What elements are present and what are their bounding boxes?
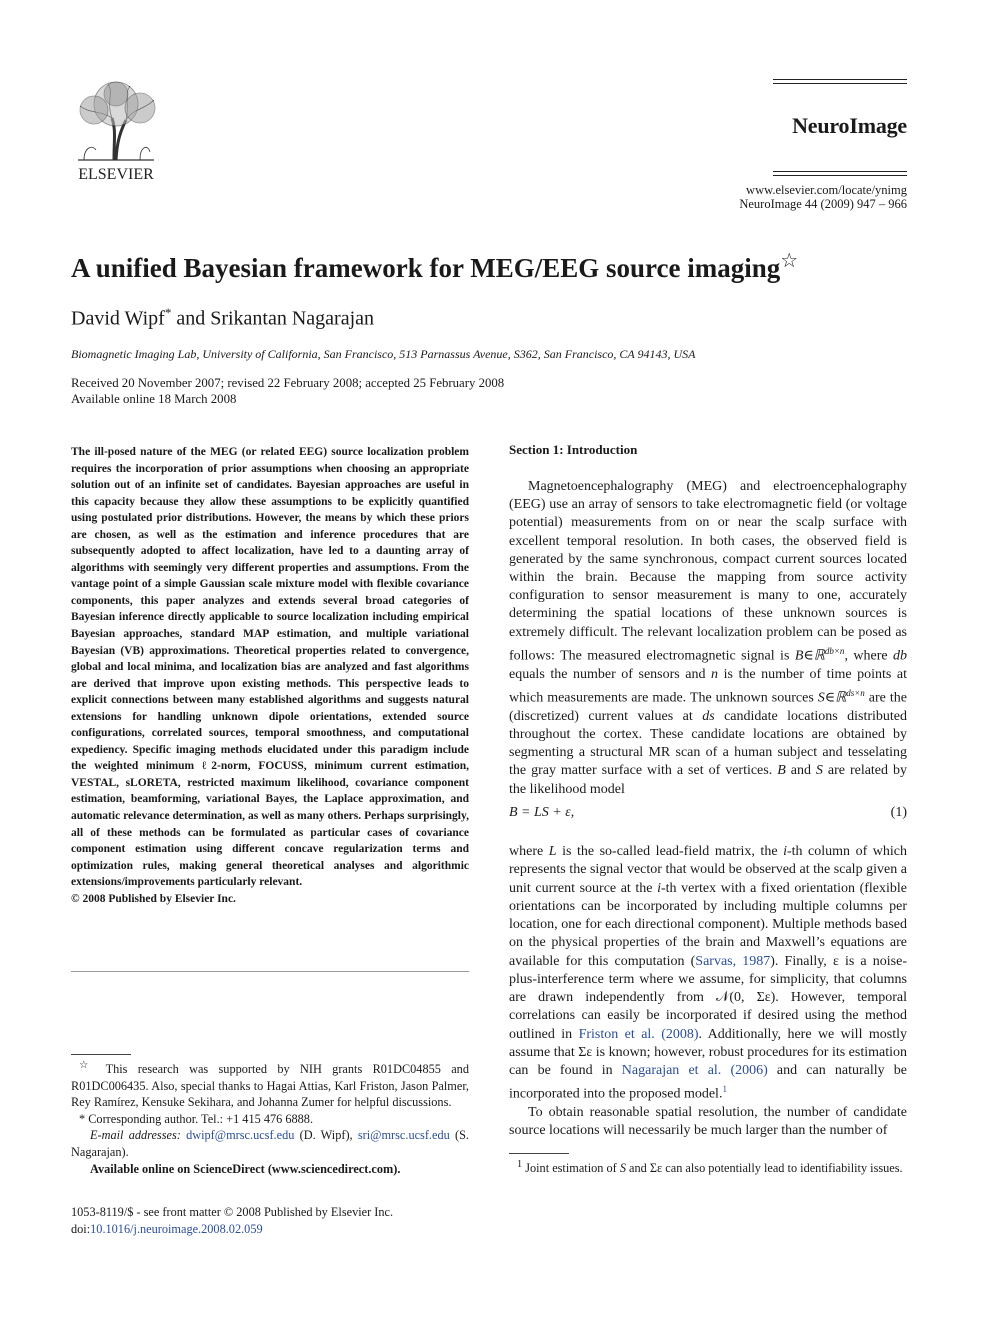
citation-link[interactable]: Nagarajan et al. (2006) <box>621 1063 768 1078</box>
footnote-mark: 1 <box>517 1159 523 1170</box>
author-list <box>71 305 374 331</box>
email-owner-nagarajan: (S. Nagarajan). <box>71 1128 470 1160</box>
equation-body: B = LS + ε, <box>509 805 575 820</box>
elsevier-tree-logo <box>70 80 162 182</box>
email-link-nagarajan[interactable]: sri@mrsc.ucsf.edu <box>357 1128 450 1143</box>
equation-1 <box>509 805 907 821</box>
available-online-date: Available online 18 March 2008 <box>71 392 237 406</box>
paragraph: where L is the so-called lead-field matrix, the i-th column of which represents the signal vector that would be observed at the scalp given a unit current source at the i-th vertex with a fixed orientation (flexible orientations can be incorporated by including multiple columns per location, one for each directional component). Multiple methods based on the physical properties of the brain and Maxwell’s equations are available for this computation (Sarvas, 1987). Finally, ε is a noise-plus-interference term where we assume, for simplicity, that columns are drawn independently from 𝒩(0, Σε). However, temporal correlations can easily be incorporated if desired using the method outlined in Friston et al. (2008). Additionally, here we will mostly assume that Σε is known; however, robust procedures for its estimation can be found in Nagarajan et al. (2006) and can naturally be incorporated into the proposed model.$^1$ <box>509 844 908 1102</box>
funding-text: This research was supported by NIH grants R01DC04855 and R01DC006435. Also, special thanks to Hagai Attias, Karl Friston, Jason Palmer, Rey Ramírez, Kensuke Sekihara, and Johanna Zumer for helpful discussions. <box>71 1062 469 1110</box>
received-dates: Received 20 November 2007; revised 22 February 2008; accepted 25 February 2008 <box>71 376 505 390</box>
footnote-ref[interactable]: 1 <box>722 1084 727 1095</box>
abstract-text: The ill-posed nature of the MEG (or related EEG) source localization problem requires the incorporation of prior assumptions when choosing an appropriate solution out of an infinite set of candidates. Bayesian approaches are useful in this capacity because they allow these assumptions to be explicitly quantified using postulated prior distributions. However, the means by which these priors are chosen, as well as the estimation and inference procedures that are subsequently adopted to affect localization, have led to a daunting array of algorithms with seemingly very different properties and assumptions. From the vantage point of a simple Gaussian scale mixture model with flexible covariance components, this paper analyzes and extends several broad categories of Bayesian inference directly applicable to source localization including empirical Bayesian approaches, standard MAP estimation, and multiple variational Bayesian (VB) approximations. Theoretical properties related to convergence, global and local minima, and localization bias are analyzed and fast algorithms are derived that improve upon existing methods. This perspective leads to explicit connections between many established algorithms and suggests natural extensions for handling unknown dipole orientations, extended source configurations, correlated sources, temporal smoothness, and computational expediency. Specific imaging methods elucidated under this paradigm include the weighted minimum ℓ2-norm, FOCUSS, minimum current estimation, VESTAL, sLORETA, restricted maximum likelihood, covariance component estimation, beamforming, variational Bayes, the Laplace approximation, and automatic relevance determination, as well as many others. Perhaps surprisingly, all of these methods can be formulated as particular cases of covariance component estimation using different concave regularization terms and optimization rules, making general theoretical analyses and algorithmic extensions/improvements particularly relevant. <box>71 446 469 889</box>
header-rule-bottom <box>773 171 907 176</box>
footnote-divider <box>509 1153 569 1154</box>
doi-label: doi: <box>71 1222 91 1236</box>
affiliation: Biomagnetic Imaging Lab, University of California, San Francisco, 513 Parnassus Avenue, S362, San Francisco, CA 94143, USA <box>71 347 696 361</box>
footnote-1: $^1$ Joint estimation of S and Σε can also potentially lead to identifiability issues. <box>517 1159 903 1176</box>
journal-citation: NeuroImage 44 (2009) 947 – 966 <box>739 197 907 211</box>
sciencedirect-note: Available online on ScienceDirect (www.sciencedirect.com). <box>90 1161 401 1176</box>
doi-line <box>71 1221 393 1238</box>
paragraph: Magnetoencephalography (MEG) and electroencephalography (EEG) use an array of sensors to take electromagnetic field (or voltage potential) measurements from on or near the scalp surface with excellent temporal resolution. In both cases, the observed field is generated by the same synchronous, compact current sources located within the brain. Because the mapping from source activity configuration to sensor measurement is many to one, accurately determining the spatial locations of these unknown sources is extremely difficult. The relevant localization problem can be posed as follows: The measured electromagnetic signal is B∈ℝ$^{db\times n}$, where db equals the number of sensors and n is the number of time points at which measurements are made. The unknown sources S∈ℝ$^{ds\times n}$ are the (discretized) current values at ds candidate locations distributed throughout the cortex. These candidate locations are obtained by segmenting a structural MR scan of a human subject and tesselating the gray matter surface with a set of vertices. B and S are related by the likelihood model <box>509 479 908 797</box>
corresponding-mark[interactable]: * <box>164 305 172 320</box>
intro-paragraph-1 <box>509 478 907 799</box>
citation-link[interactable]: Sarvas, 1987 <box>695 953 771 969</box>
abstract-divider <box>71 971 469 972</box>
corresponding-text: Corresponding author. Tel.: +1 415 476 6888. <box>88 1111 314 1126</box>
footnote-divider <box>71 1054 131 1055</box>
equation-number: (1) <box>890 805 907 820</box>
front-matter-info <box>71 1204 393 1238</box>
paragraph: To obtain reasonable spatial resolution, the number of candidate source locations will necessarily be much larger than the number of <box>509 1105 907 1139</box>
abstract <box>71 444 469 907</box>
author-name: David Wipf <box>71 307 165 330</box>
abstract-copyright: © 2008 Published by Elsevier Inc. <box>71 892 236 905</box>
corresponding-footnote <box>71 1111 469 1128</box>
citation-link[interactable]: Friston et al. (2008) <box>578 1026 699 1042</box>
author-name: Srikantan Nagarajan <box>210 307 375 330</box>
title-text: A unified Bayesian framework for MEG/EEG source imaging <box>71 253 781 283</box>
dates <box>71 375 504 407</box>
svg-text:ELSEVIER: ELSEVIER <box>78 166 154 182</box>
article-title <box>71 248 931 284</box>
journal-url[interactable]: www.elsevier.com/locate/ynimg <box>746 183 907 197</box>
corresponding-mark-footnote: * <box>79 1111 86 1126</box>
section-heading: Section 1: Introduction <box>509 442 638 457</box>
email-footnote <box>71 1127 469 1160</box>
funding-footnote <box>71 1058 469 1111</box>
funding-mark: ☆ <box>79 1060 96 1071</box>
doi-link[interactable]: 10.1016/j.neuroimage.2008.02.059 <box>90 1222 263 1236</box>
email-link-wipf[interactable]: dwipf@mrsc.ucsf.edu <box>186 1128 295 1143</box>
email-owner-wipf: (D. Wipf), <box>294 1128 358 1143</box>
issn-line: 1053-8119/$ - see front matter © 2008 Published by Elsevier Inc. <box>71 1205 394 1219</box>
title-footnote-mark[interactable]: ☆ <box>780 250 799 272</box>
email-label: E-mail addresses: <box>90 1128 181 1143</box>
author-joiner: and <box>171 307 211 330</box>
footnotes-left <box>71 1058 469 1177</box>
intro-paragraph-2 <box>509 843 907 1141</box>
header-rule-top <box>773 79 907 84</box>
journal-name: NeuroImage <box>792 113 907 138</box>
